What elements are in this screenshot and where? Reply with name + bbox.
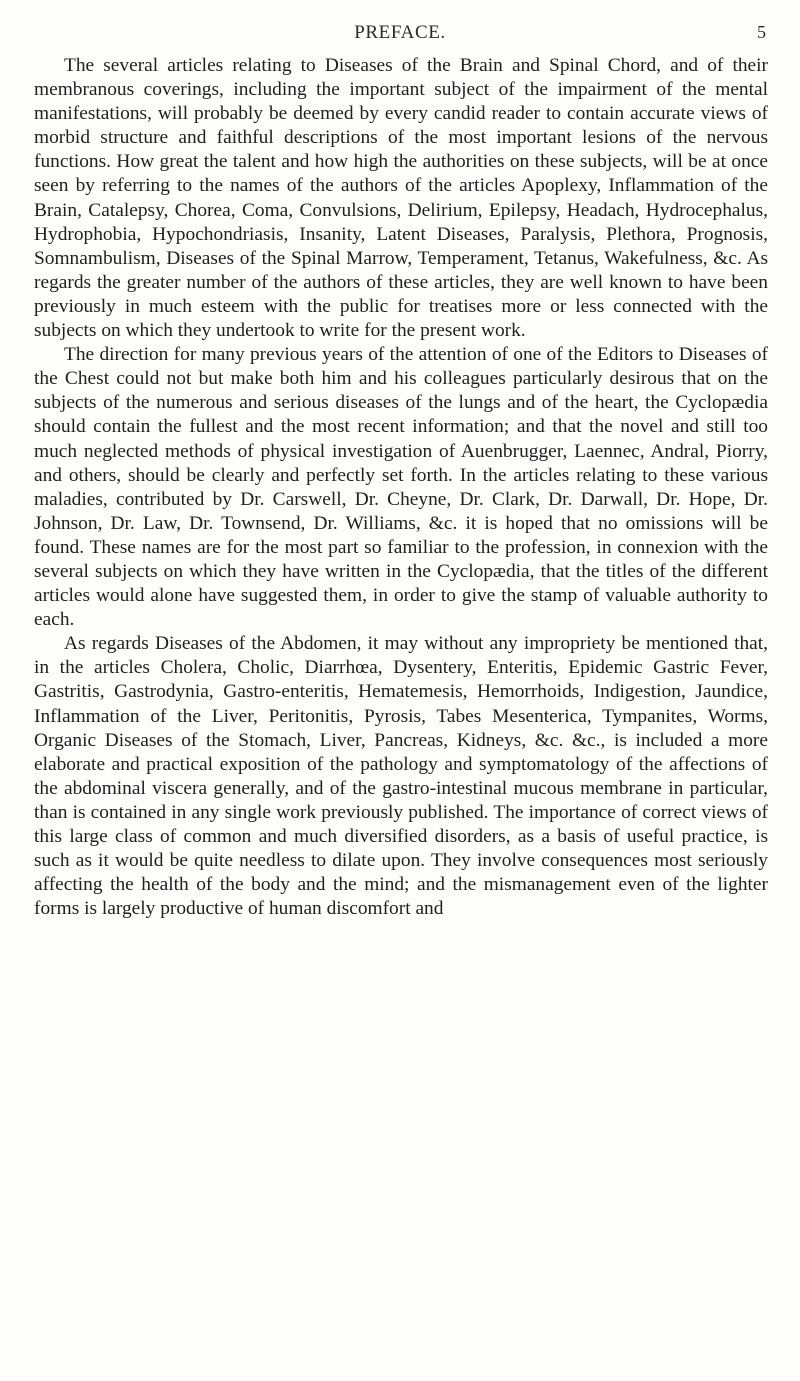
- page-title: PREFACE.: [354, 22, 446, 43]
- paragraph-brain-spinal: The several articles relating to Diseases of the Brain and Spinal Chord, and of their membranous coverings, including the important subject of the impairment of the mental manifestations, will probably be deemed by every candid reader to contain accurate views of morbid structure and faithful descriptions of the most important lesions of the nervous functions. How great the talent and how high the authorities on these subjects, will be at once seen by referring to the names of the authors of the articles Apoplexy, Inflammation of the Brain, Catalepsy, Chorea, Coma, Convulsions, Delirium, Epilepsy, Headach, Hydrocephalus, Hydrophobia, Hypochondriasis, Insanity, Latent Diseases, Paralysis, Plethora, Prognosis, Somnambulism, Diseases of the Spinal Marrow, Temperament, Tetanus, Wakefulness, &c. As regards the greater number of the authors of these articles, they are well known to have been previously in much esteem with the public for treatises more or less connected with the subjects on which they undertook to write for the present work.: [34, 55, 768, 342]
- page-number: 5: [757, 22, 766, 42]
- running-head: [0, 22, 800, 52]
- paragraph-chest: The direction for many previous years of the attention of one of the Editors to Diseases of the Chest could not but make both him and his colleagues particularly desirous that on the subjects of the numerous and serious diseases of the lungs and of the heart, the Cyclopædia should contain the fullest and the most recent information; and that the novel and still too much neglected methods of physical investigation of Auenbrugger, Laennec, Andral, Piorry, and others, should be clearly and perfectly set forth. In the articles relating to these various maladies, contributed by Dr. Carswell, Dr. Cheyne, Dr. Clark, Dr. Darwall, Dr. Hope, Dr. Johnson, Dr. Law, Dr. Townsend, Dr. Williams, &c. it is hoped that no omissions will be found. These names are for the most part so familiar to the profession, in connexion with the several subjects on which they have written in the Cyclopædia, that the titles of the different articles would alone have suggested them, in order to give the stamp of valuable authority to each.: [34, 344, 768, 631]
- body-text: [34, 54, 768, 921]
- paragraph-abdomen: As regards Diseases of the Abdomen, it may without any impropriety be mentioned that, in the articles Cholera, Cholic, Diarrhœa, Dysentery, Enteritis, Epidemic Gastric Fever, Gastritis, Gastrodynia, Gastro-enteritis, Hematemesis, Hemorrhoids, Indigestion, Jaundice, Inflammation of the Liver, Peritonitis, Pyrosis, Tabes Mesenterica, Tympanites, Worms, Organic Diseases of the Stomach, Liver, Pancreas, Kidneys, &c. &c., is included a more elaborate and practical exposition of the pathology and symptomatology of the affections of the abdominal viscera generally, and of the gastro-intestinal mucous membrane in particular, than is contained in any single work previously published. The importance of correct views of this large class of common and much diversified disorders, as a basis of useful practice, is such as it would be quite needless to dilate upon. They involve consequences most seriously affecting the health of the body and the mind; and the mismanagement even of the lighter forms is largely productive of human discomfort and: [34, 633, 768, 920]
